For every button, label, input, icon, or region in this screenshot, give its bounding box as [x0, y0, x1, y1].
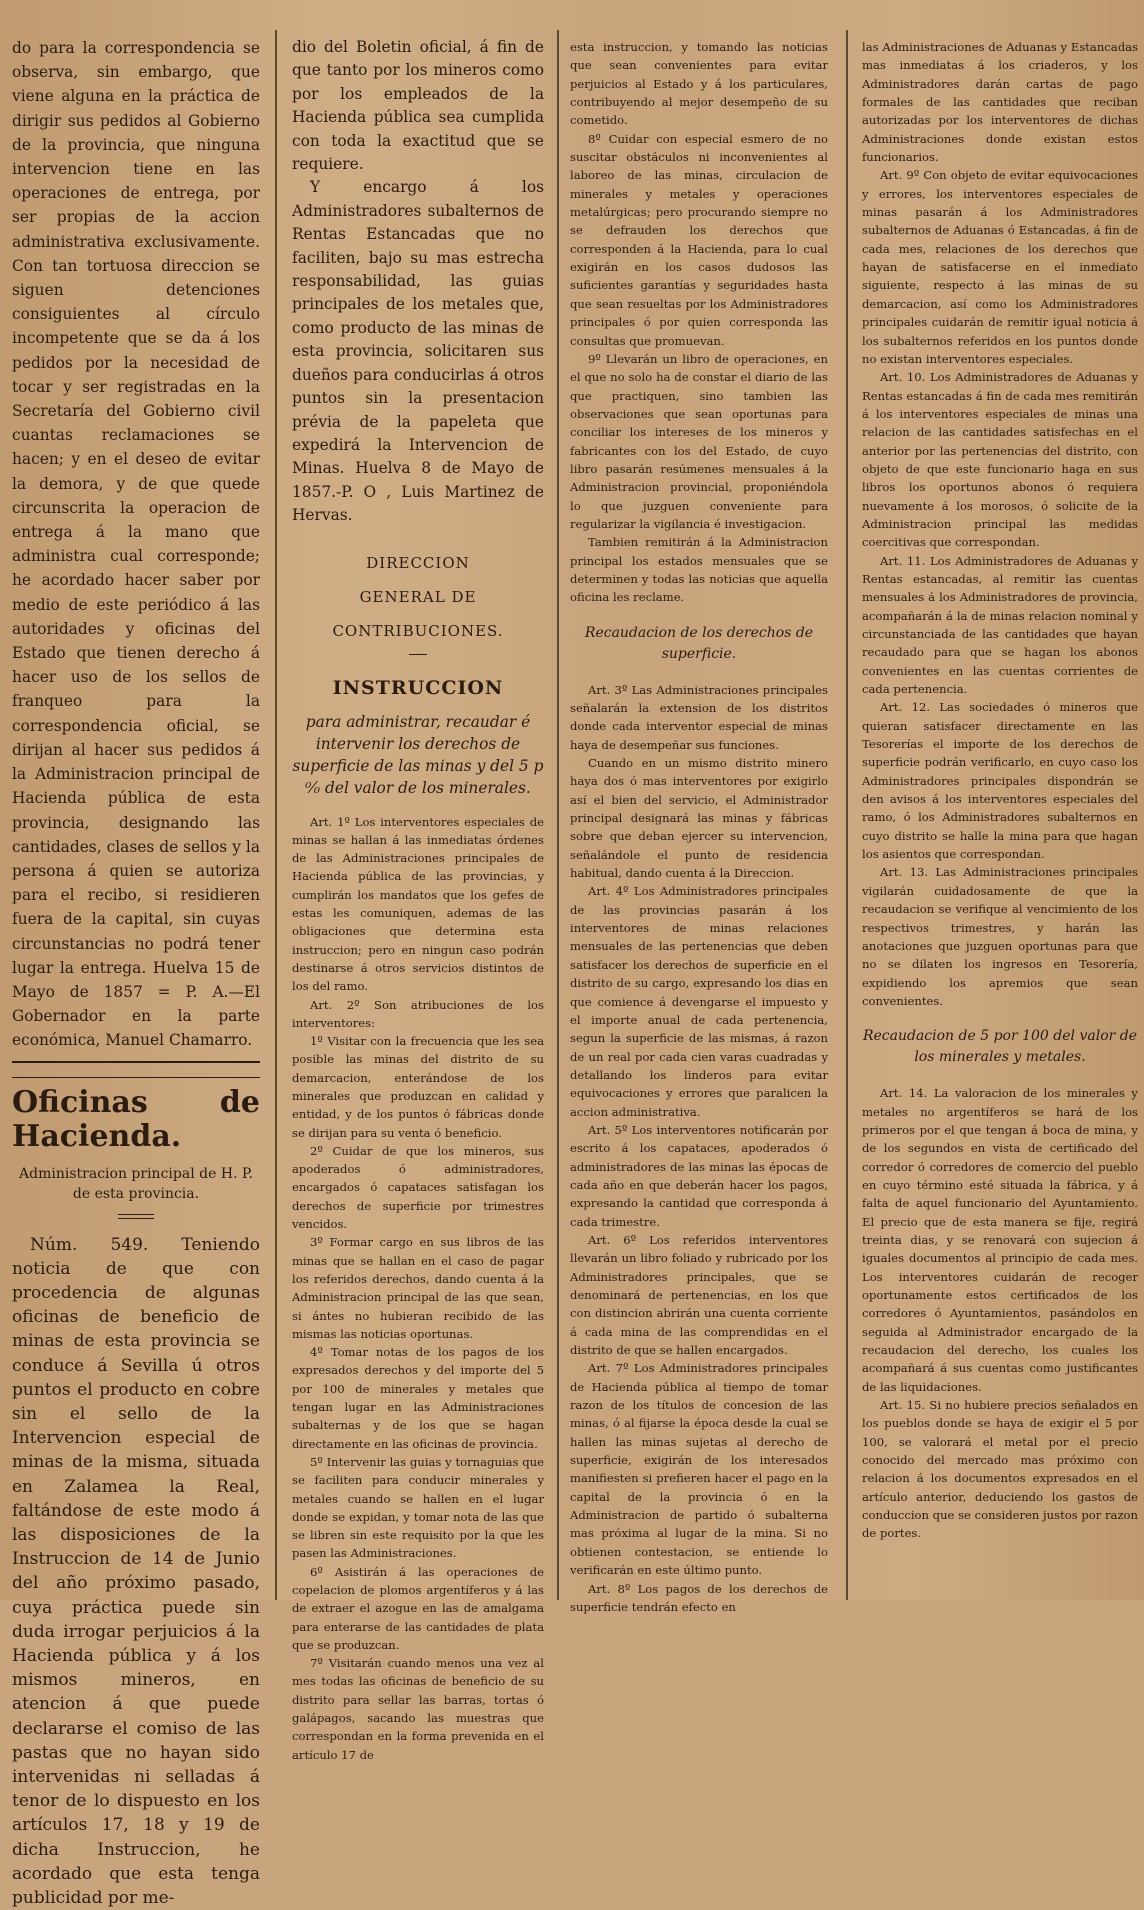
article: Art. 1º Los interventores especiales de minas se hallan á las inmediatas órdenes de las Administraciones principales de Hacienda pública de las provincias, y cumplirán los mandatos que los gefes de estas les comuniquen, ademas de las obligaciones que determina esta instruccion; pero en ningun caso podrán destinarse á otros servicios distintos de los del ramo. — [292, 814, 544, 994]
paragraph: Cuando en un mismo distrito minero haya dos ó mas interventores por exigirlo así el bien del servicio, el Administrador principal designará las minas y fábricas sobre que deban ejercer su intervencion, señalándole el punto de residencia habitual, dando cuenta á la Direccion. — [570, 756, 828, 881]
article: Art. 12. Las sociedades ó mineros que quieran satisfacer directamente en las Tesorerías el importe de los derechos de superficie podrán verificarlo, en cuyo caso los Administradores principales dispondrán se den avisos á los interventores especiales del ramo, ó los Administradores subalternos en cuyo distrito se halle la mina para que hagan los asientos que correspondan. — [862, 700, 1138, 862]
paragraph: esta instruccion, y tomando las noticias que sean convenientes para evitar perjuicios al Estado y á los particulares, contribuyendo al mejor desempeño de su cometido. — [570, 40, 828, 128]
paragraph: dio del Boletin oficial, á fin de que tanto por los mineros como por los empleados de la Hacienda pública sea cumplida con toda la exactitud que se requiere. — [292, 38, 544, 174]
article-item: 8º Cuidar con especial esmero de no suscitar obstáculos ni inconvenientes al laboreo de las minas, circulacion de minerales y metales y operaciones metalúrgicas; pero procurando siempre no se defrauden los derechos que corresponden á la Hacienda, para lo cual exigirán en los casos dudosos las suficientes garantías y seguridades hasta que sean resueltas por los Administradores principales ó por quien corresponda las consultas que promuevan. — [570, 131, 828, 348]
section-divider — [12, 1061, 260, 1078]
article-item: 9º Llevarán un libro de operaciones, en el que no solo ha de constar el diario de las que practiquen, sino tambien las observaciones que sean oportunas para conciliar los intereses de los mineros y fabricantes con los del Estado, de cuyo libro pasarán resúmenes mensuales á la Administracion provincial, proponiéndola lo que juzguen conveniente para regularizar la vigilancia é investigacion. — [570, 351, 828, 531]
article-item: 3º Formar cargo en sus libros de las minas que se hallan en el caso de pagar los referidos derechos, dando cuenta á la Administracion principal de las que sean, si ántes no hubieran recibido de las mismas las noticias oportunas. — [292, 1235, 544, 1341]
article: Art. 8º Los pagos de los derechos de superficie tendrán efecto en — [570, 1581, 828, 1614]
article: Art. 13. Las Administraciones principales vigilarán cuidadosamente de que la recaudacion se verifique al vencimiento de los respectivos trimestres, y harán las anotaciones que juzguen oportunas para que no se dilaten los ingresos en Tesorería, expidiendo los apremios que sean convenientes. — [862, 865, 1138, 1008]
column-1 — [12, 36, 260, 1909]
article: Art. 14. La valoracion de los minerales y metales no argentíferos se hará de los primeros por el que tengan á boca de mina, y de los segundos en vista de certificado del corredor ó corredores de comercio del pueblo en cuyo término esté situada la fábrica, y á falta de aquel funcionario del Ayuntamiento. El precio que de esta manera se fije, regirá treinta dias, y se renovará con sujecion á iguales documentos al principio de cada mes. Los interventores cuidarán de recoger oportunamente estos certificados de los corredores ó Ayuntamientos, pasándolos en seguida al Administrador encargado de la recaudacion del derecho, los cuales los acompañará á sus cuentas como justificantes de las liquidaciones. — [862, 1086, 1138, 1394]
article: Art. 3º Las Administraciones principales señalarán la extension de los distritos donde cada interventor especial de minas haya de desempeñar sus funciones. — [570, 682, 828, 752]
section-title: Recaudacion de los derechos de superficie. — [584, 624, 814, 662]
divider — [118, 1214, 154, 1219]
divider — [409, 654, 427, 655]
article: Art. 4º Los Administradores principales de las provincias pasarán á los interventores de minas relaciones mensuales de las pertenencias que deben satisfacer los derechos de superficie en el distrito de su cargo, expresando los dias en que comience á devengarse el impuesto y el importe anual de cada pertenencia, segun la superficie de las mismas, á razon de un real por cada cien varas cuadradas y detallando los linderos para evitar equivocaciones y errores que paralicen la accion administrativa. — [570, 884, 828, 1119]
articles-block — [292, 813, 544, 1764]
paragraph: do para la correspondencia se observa, sin embargo, que viene alguna en la práctica de dirigir sus pedidos al Gobierno de la provincia, que ninguna intervencion tiene en las operaciones de entrega, por ser propias de la accion administrativa exclusivamente. Con tan tortuosa direccion se siguen detenciones consiguientes al círculo incompetente que se da á los pedidos por la necesidad de tocar y ser registradas en la Secretaría del Gobierno civil cuantas reclamaciones se hacen; y en el deseo de evitar la demora, y de que quede circunscrita la operacion de entrega á la mano que administra cual corresponde; he acordado hacer saber por medio de este periódico á las autoridades y oficinas del Estado que tienen derecho á hacer uso de los sellos de franqueo para la correspondencia oficial, se dirijan al hacer sus pedidos á la Administracion principal de Hacienda pública de esta provincia, designando las cantidades, clases de sellos y la persona á quien se autoriza para el recibo, si residieren fuera de la capital, sin cuyas circunstancias no podrá tener lugar la entrega. Huelva 15 de Mayo de 1857 = P. A.—El Gobernador en la parte económica, Manuel Chamarro. — [12, 39, 260, 1050]
paragraph: Tambien remitirán á la Administracion principal los estados mensuales que se determinen y todas las noticias que aquella oficina les reclame. — [570, 535, 828, 605]
section-subtitle: Administracion principal de H. P. de esta provincia. — [19, 1165, 253, 1202]
column-4 — [862, 38, 1138, 1592]
heading-line: GENERAL DE CONTRIBUCIONES. — [332, 587, 504, 640]
article-item: 2º Cuidar de que los mineros, sus apoderados ó administradores, encargados ó capataces satisfagan los derechos de superficie por trimestres vencidos. — [292, 1143, 544, 1232]
article-item: 6º Asistirán á las operaciones de copelacion de plomos argentíferos y á las de extraer el azogue en las de amalgama para enterarse de las cantidades de plata que se produzcan. — [292, 1564, 544, 1652]
article: Art. 11. Los Administradores de Aduanas y Rentas estancadas, al remitir las cuentas mensuales á los Administradores de provincia, acompañarán á la de minas relacion nominal y circunstanciada de las cantidades que hayan recaudado para que se hagan los abonos convenientes en las cuentas corrientes de cada pertenencia. — [862, 553, 1138, 697]
article: Art. 5º Los interventores notificarán por escrito á los capataces, apoderados ó administradores de las minas las épocas de cada año en que deberán hacer los pagos, expresando la cantidad que corresponda á cada trimestre. — [570, 1122, 828, 1229]
article-item: 1º Visitar con la frecuencia que les sea posible las minas del distrito de su demarcacion, enterándose de los minerales que produzcan en calidad y entidad, y de los puntos ó fábricas donde se dirijan para su venta ó beneficio. — [292, 1034, 544, 1140]
instruction-heading: INSTRUCCION — [332, 676, 504, 699]
article-item: 7º Visitarán cuando menos una vez al mes todas las oficinas de beneficio de su distrito para sellar las barras, tortas ó galápagos, sacando las muestras que correspondan en la forma prevenida en el artículo 17 de — [292, 1656, 544, 1762]
article: Art. 2º Son atribuciones de los interventores: — [292, 997, 544, 1030]
column-rule — [275, 30, 277, 1600]
article-item: 5º Intervenir las guias y tornaguias que se faciliten para conducir minerales y metales cuando se hallen en el lugar donde se expidan, y tomar nota de las que se libren sin este requisito por la que les pasen las Administraciones. — [292, 1454, 544, 1561]
instruction-subtitle: para administrar, recaudar é intervenir los derechos de superficie de las minas y del 5 p ⁰⁄₀ del valor de los minerales. — [292, 712, 544, 797]
column-2 — [292, 36, 544, 1762]
column-3 — [570, 38, 828, 1614]
article: Art. 15. Si no hubiere precios señalados en los pueblos donde se haya de exigir el 5 por 100, se valorará el metal por el precio conocido del mercado mas próximo con relacion á los documentos expresados en el artículo anterior, deduciendo los gastos de conduccion que se consideren justos por razon de portes. — [862, 1398, 1138, 1541]
article: Art. 7º Los Administradores principales de Hacienda pública al tiempo de tomar razon de los títulos de concesion de las minas, ó al fijarse la época desde la cual se hallen las minas sujetas al derecho de superficie, exigirán de los interesados manifiesten si prefieren hacer el pago en la capital de la provincia ó en la Administracion de partido ó subalterna mas próxima al lugar de la mina. Si no obtienen contestacion, se entiende lo verificarán en este último punto. — [570, 1361, 828, 1578]
article: Art. 10. Los Administradores de Aduanas y Rentas estancadas á fin de cada mes remitirán á los interventores especiales de minas una relacion de las cantidades satisfechas en el anterior por las pertenencias del distrito, con objeto de que este funcionario haga en sus libros los oportunos abonos ó requiera nuevamente á los morosos, ó solicite de la Administracion principal las medidas coercitivas que correspondan. — [862, 370, 1138, 550]
article: Art. 9º Con objeto de evitar equivocaciones y errores, los interventores especiales de minas pasarán á los Administradores subalternos de Aduanas ó Estancadas, á fin de cada mes, relaciones de los derechos que hayan de satisfacerse en el inmediato siguiente, respecto á las minas de su demarcacion, así como los Administradores principales cuidarán de remitir igual noticia á los subalternos referidos en los puntos donde no existan interventores especiales. — [862, 168, 1138, 366]
column-rule — [557, 30, 559, 1600]
column-rule — [846, 30, 848, 1600]
paragraph: las Administraciones de Aduanas y Estancadas mas inmediatas á los criaderos, y los Administradores darán cartas de pago formales de las cantidades que reciban autorizadas por los interventores de dichas Administraciones donde existan estos funcionarios. — [862, 40, 1138, 165]
paragraph: Núm. 549. Teniendo noticia de que con procedencia de algunas oficinas de beneficio de minas de esta provincia se conduce á Sevilla ú otros puntos el producto en cobre sin el sello de la Intervencion especial de minas de la misma, situada en Zalamea la Real, faltándose de este modo á las disposiciones de la Instruccion de 14 de Junio del año próximo pasado, cuya práctica puede sin duda irrogar perjuicios á la Hacienda pública y á los mismos mineros, en atencion á que puede declararse el comiso de las pastas que no hayan sido intervenidas ni selladas á tenor de lo dispuesto en los artículos 17, 18 y 19 de dicha Instruccion, he acordado que esta tenga publicidad por me- — [12, 1234, 260, 1909]
paragraph: Y encargo á los Administradores subalternos de Rentas Estancadas que no faciliten, bajo su mas estrecha responsabilidad, las guias principales de los metales que, como producto de las minas de esta provincia, solicitaren sus dueños para conducirlas á otros puntos sin la presentacion prévia de la papeleta que expedirá la Intervencion de Minas. Huelva 8 de Mayo de 1857.-P. O , Luis Martinez de Hervas. — [292, 178, 544, 525]
heading-line: DIRECCION — [366, 553, 470, 572]
article-item: 4º Tomar notas de los pagos de los expresados derechos y del importe del 5 por 100 de minerales y metales que tengan lugar en las Administraciones subalternas y de los que se hagan directamente en las oficinas de provincia. — [292, 1345, 544, 1451]
section-title: Oficinas de Hacienda. — [12, 1084, 260, 1154]
section-title: Recaudacion de 5 por 100 del valor de los minerales y metales. — [862, 1028, 1138, 1066]
article: Art. 6º Los referidos interventores llevarán un libro foliado y rubricado por los Administradores principales, que se denominará de pertenencias, en los que con distincion abrirán una cuenta corriente á cada mina de las comprendidas en el distrito de que se hallen encargados. — [570, 1232, 828, 1358]
direction-heading — [292, 546, 544, 648]
